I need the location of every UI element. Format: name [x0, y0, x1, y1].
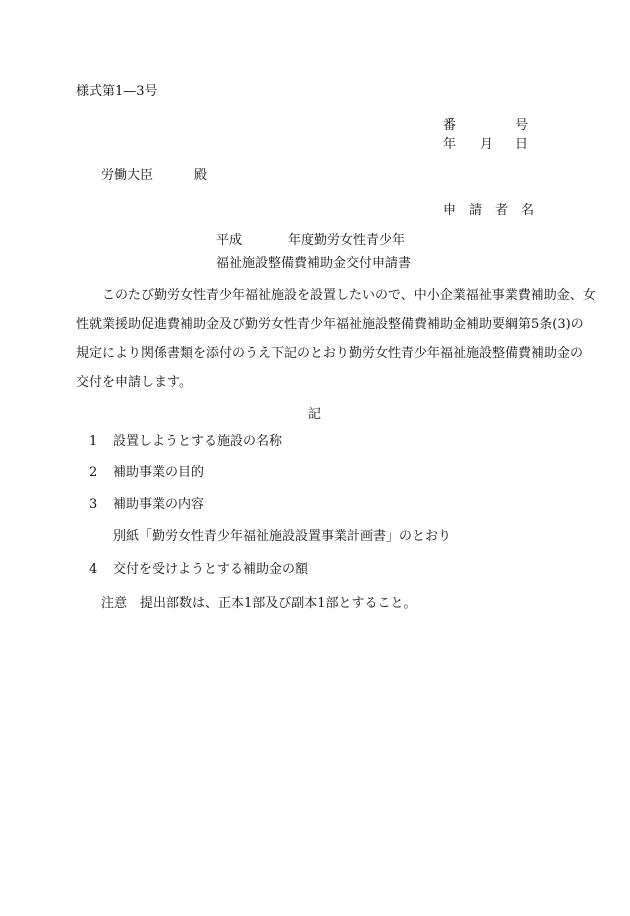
item-2-num: 2	[89, 465, 98, 480]
body-paragraph	[76, 288, 596, 404]
item-3-num: 3	[89, 497, 98, 512]
form-number: 様式第1—3号	[76, 84, 158, 99]
ki-heading: 記	[308, 407, 322, 422]
date-month: 月	[480, 137, 494, 152]
addressee-honorific: 殿	[194, 168, 208, 183]
applicant-label: 申 請 者 名	[443, 203, 535, 218]
title-line1: 年度勤労女性青少年	[288, 233, 406, 248]
item-3-text: 補助事業の内容	[113, 497, 205, 512]
number-label-go: 号	[515, 118, 529, 133]
addressee-name: 労働大臣	[101, 168, 154, 183]
item-1-text: 設置しようとする施設の名称	[113, 434, 283, 449]
body-line-4: 交付を申請します。	[76, 375, 192, 390]
item-3-detail: 別紙「勤労女性青少年福祉施設設置事業計画書」のとおり	[113, 529, 452, 544]
body-line-2: 性就業援助促進費補助金及び勤労女性青少年福祉施設整備費補助金補助要綱第5条(3)の	[76, 317, 584, 332]
body-line-1: このたび勤労女性青少年福祉施設を設置したいので、中小企業福祉事業費補助金、女	[102, 288, 596, 303]
item-4-num: 4	[89, 562, 98, 577]
body-line-3: 規定により関係書類を添付のうえ下記のとおり勤労女性青少年福祉施設整備費補助金の	[76, 346, 584, 361]
item-4-text: 交付を受けようとする補助金の額	[113, 562, 309, 577]
note: 注意 提出部数は、正本1部及び副本1部とすること。	[101, 596, 417, 611]
title-line2: 福祉施設整備費補助金交付申請書	[216, 256, 412, 271]
date-day: 日	[515, 137, 529, 152]
number-label-ban: 番	[443, 118, 457, 133]
title-era: 平成	[216, 233, 243, 248]
item-1-num: 1	[89, 434, 98, 449]
item-2-text: 補助事業の目的	[113, 465, 205, 480]
date-year: 年	[443, 137, 457, 152]
